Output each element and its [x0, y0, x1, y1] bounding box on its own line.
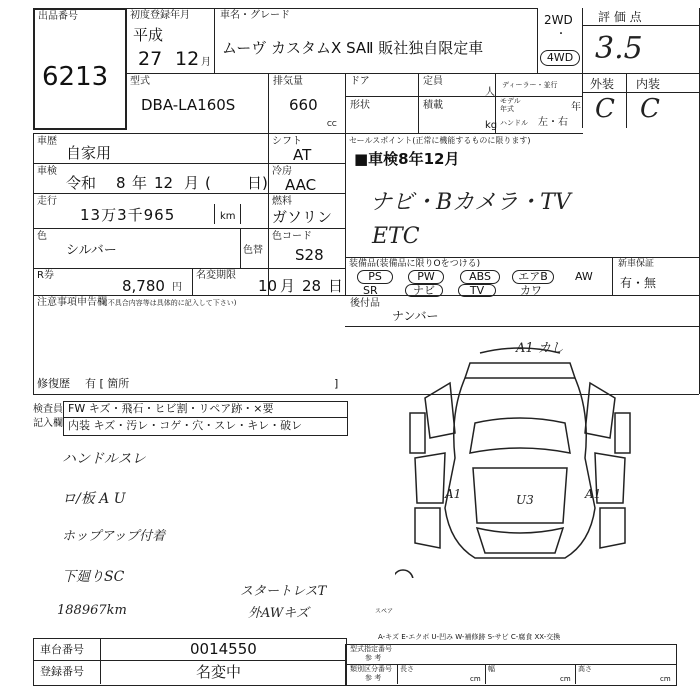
inspection-month: 12 — [154, 174, 174, 192]
equip-ps — [357, 270, 393, 284]
equip-tv-label: TV — [469, 284, 485, 297]
recycle-value: 8,780 — [122, 277, 165, 295]
car-body-diagram — [395, 338, 645, 578]
lot-label: 出品番号 — [38, 11, 78, 22]
model-year-label-bottom: 年式 — [500, 105, 514, 113]
first-reg-month-unit: 月 — [201, 57, 211, 68]
note-1: ハンドルスレ — [62, 451, 146, 467]
name-change-month-unit: 月 — [280, 277, 296, 295]
grade-value: 3.5 — [595, 31, 643, 66]
dealer-label: ディーラー・並行 — [502, 81, 558, 89]
inspection-era: 令和 — [66, 174, 97, 192]
inspection-year-unit: 年 — [132, 174, 148, 192]
history-label: 車歴 — [37, 136, 57, 147]
interior-label: 内装 — [636, 77, 661, 91]
inspector-label-1: 検査員 — [33, 404, 63, 415]
model-code-label: 型式 — [130, 76, 150, 87]
first-reg-year: 27 — [138, 48, 163, 70]
lot-number: 6213 — [42, 62, 109, 92]
model-grade-value: ムーヴ カスタムX SAⅡ 販社独自限定車 — [222, 39, 484, 57]
diagram-note-center: U3 — [516, 493, 534, 507]
diagram-note-bottom2: 外AWキズ — [248, 606, 309, 621]
first-reg-month: 12 — [175, 48, 200, 70]
inspection-day-open: ( — [205, 174, 211, 192]
equip-leather: カワ — [520, 284, 542, 297]
inspector-row-1: FW キズ・飛石・ヒビ割・リペア跡・×要 — [68, 402, 274, 415]
interior-value: C — [640, 94, 660, 124]
fuel-value: ガソリン — [272, 208, 333, 226]
color-change-label: 色替 — [243, 245, 263, 256]
dims-label-2: 類別区分番号 — [350, 665, 392, 673]
diagram-note-bottom1: スタートレスT — [240, 584, 327, 599]
recycle-label: R券 — [37, 270, 54, 281]
equip-airbag — [512, 270, 554, 284]
caution-note: (不具合内容等は具体的に記入して下さい) — [105, 299, 237, 307]
registration-value: 名変中 — [196, 663, 242, 681]
dims-sub-1: 参 考 — [365, 654, 382, 662]
load-label: 積載 — [423, 100, 443, 111]
grade-label: 評 価 点 — [598, 10, 642, 24]
note-2: ロ/板 A U — [62, 491, 126, 507]
diagram-note-top: A1 カし — [516, 341, 564, 356]
attachments-value: ナンバー — [392, 309, 439, 323]
capacity-label: 定員 — [423, 76, 443, 87]
diagram-note-right: A1 — [585, 487, 602, 501]
shape-label: 形状 — [350, 100, 370, 111]
warranty-value: 有・無 — [620, 276, 657, 290]
equip-ps-label: PS — [368, 270, 382, 283]
repair-label: 修復歴 — [37, 377, 70, 390]
ac-label: 冷房 — [272, 166, 292, 177]
doors-label: ドア — [350, 76, 370, 87]
exterior-label: 外装 — [590, 77, 615, 91]
mileage-value: 13万3千965 — [80, 206, 176, 224]
dims-width-unit: cm — [560, 675, 571, 683]
name-change-day-unit: 日 — [328, 277, 344, 295]
model-year-unit: 年 — [571, 102, 581, 113]
ac-value: AAC — [285, 176, 317, 194]
warranty-label: 新車保証 — [618, 259, 655, 269]
model-grade-label: 車名・グレード — [220, 10, 290, 21]
equip-tv — [458, 284, 496, 297]
equipment-label: 装備品(装備品に限りOをつける) — [349, 259, 481, 269]
diagram-note-left: A1 — [445, 487, 462, 501]
inspector-row-2: 内装 キズ・汚レ・コゲ・穴・スレ・キレ・破レ — [68, 419, 303, 432]
name-change-label: 名変期限 — [196, 270, 236, 281]
shift-value: AT — [293, 146, 312, 164]
attachments-label: 後付品 — [350, 298, 380, 309]
caution-label: 注意事項申告欄 — [37, 297, 107, 308]
color-code-label: 色コード — [272, 231, 312, 242]
inspection-year: 8 — [116, 174, 126, 192]
exterior-value: C — [595, 94, 615, 124]
registration-label: 登録番号 — [40, 665, 84, 678]
repair-close: ] — [334, 377, 339, 390]
load-unit: kg — [485, 120, 498, 131]
repair-value: 有 [ 箇所 — [85, 377, 130, 390]
sales-points-label: セールスポイント(正常に機能するものに限ります) — [349, 136, 531, 145]
equip-sr: SR — [363, 284, 378, 297]
note-3: ホップアップ付着 — [62, 529, 166, 544]
sales-point-3: ETC — [372, 224, 420, 249]
shift-label: シフト — [272, 136, 302, 147]
dims-height-label: 高さ — [578, 665, 592, 673]
sales-point-1: ■車検8年12月 — [354, 150, 460, 168]
handle-value: 左・右 — [538, 117, 568, 128]
color-value: シルバー — [66, 243, 117, 258]
drive-dot: ・ — [556, 29, 566, 40]
dims-length-label: 長さ — [400, 665, 414, 673]
equip-pw-label: PW — [417, 270, 435, 283]
color-code-value: S28 — [295, 246, 324, 264]
recycle-unit: 円 — [172, 282, 182, 293]
sales-point-2: ナビ・Bカメラ・TV — [370, 190, 571, 215]
chassis-value: 0014550 — [190, 640, 257, 658]
inspection-day-close: 日) — [247, 174, 268, 192]
damage-legend: A-キズ E-エクボ U-凹み W-補修跡 S-サビ C-腐食 XX-交換 — [378, 633, 561, 641]
drive-4wd-circled — [540, 50, 580, 66]
dims-label-1: 型式指定番号 — [350, 645, 392, 653]
equip-navi-label: ナビ — [413, 284, 435, 297]
name-change-month: 10 — [258, 277, 278, 295]
history-value: 自家用 — [66, 144, 112, 162]
name-change-day: 28 — [302, 277, 322, 295]
displacement-value: 660 — [289, 96, 318, 114]
dims-length-unit: cm — [470, 675, 481, 683]
note-5: 188967km — [57, 603, 127, 618]
capacity-unit: 人 — [485, 87, 495, 98]
equip-abs-label: ABS — [469, 270, 491, 283]
mileage-unit: km — [220, 211, 236, 222]
dims-sub-2: 参 考 — [365, 674, 382, 682]
equip-abs — [460, 270, 500, 284]
equip-navi — [405, 284, 443, 297]
equip-aw: AW — [575, 270, 593, 283]
inspector-label-2: 記入欄 — [33, 418, 63, 429]
drive-2wd: 2WD — [544, 13, 573, 27]
displacement-label: 排気量 — [273, 76, 303, 87]
dims-height-unit: cm — [660, 675, 671, 683]
displacement-unit: CC — [327, 120, 337, 128]
model-code-value: DBA-LA160S — [141, 96, 236, 114]
color-label: 色 — [37, 231, 47, 242]
inspection-month-unit: 月 — [184, 174, 200, 192]
dims-box — [345, 644, 677, 686]
fuel-label: 燃料 — [272, 196, 292, 207]
mileage-label: 走行 — [37, 196, 57, 207]
chassis-label: 車台番号 — [40, 643, 84, 656]
first-reg-era: 平成 — [133, 26, 164, 44]
model-year-label-top: モデル — [500, 97, 521, 105]
equip-pw — [408, 270, 444, 284]
first-reg-label: 初度登録年月 — [130, 10, 190, 21]
handle-label: ハンドル — [500, 119, 528, 127]
drive-4wd: 4WD — [546, 51, 574, 64]
inspection-label: 車検 — [37, 166, 57, 177]
dims-width-label: 幅 — [488, 665, 495, 673]
note-4: 下廻りSC — [62, 569, 125, 585]
diagram-spare-label: スペア — [375, 608, 394, 615]
equip-airbag-label: エアB — [518, 270, 548, 283]
